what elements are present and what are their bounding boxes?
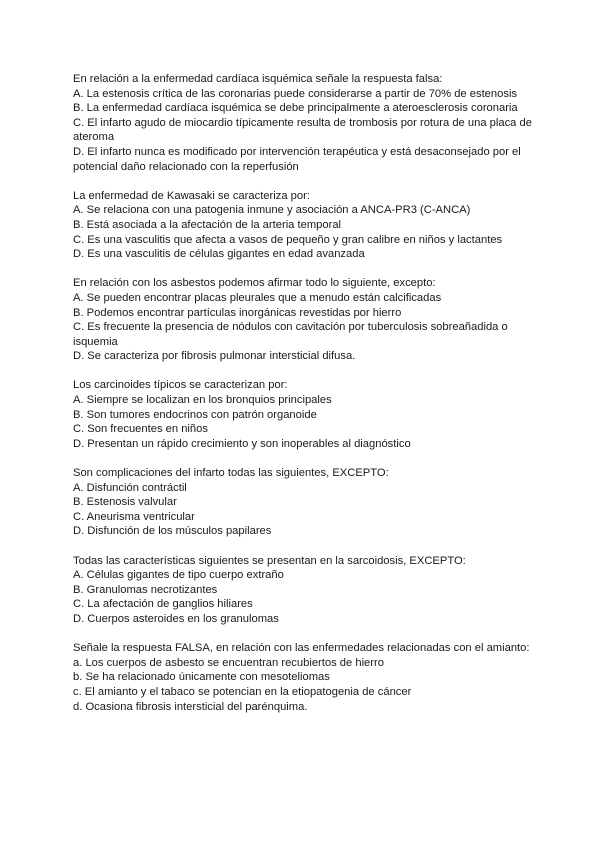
option-d: D. El infarto nunca es modificado por intervención terapéutica y está desaconsejado por el potencial daño relacionado con la reperfusión <box>73 145 521 173</box>
option-b: B. Podemos encontrar partículas inorgánicas revestidas por hierro <box>73 306 402 319</box>
option-b: B. Son tumores endocrinos con patrón organoide <box>73 408 317 421</box>
question-stem: Son complicaciones del infarto todas las siguientes, EXCEPTO: <box>73 467 389 480</box>
question-stem: La enfermedad de Kawasaki se caracteriza por: <box>73 189 310 202</box>
option-a: A. Se relaciona con una patogenia inmune y asociación a ANCA-PR3 (C-ANCA) <box>73 204 471 217</box>
question-2 <box>73 189 533 262</box>
question-5 <box>73 466 533 539</box>
option-b: B. Está asociada a la afectación de la arteria temporal <box>73 218 342 231</box>
option-d: D. Se caracteriza por fibrosis pulmonar intersticial difusa. <box>73 350 356 363</box>
option-a: A. La estenosis crítica de las coronarias puede considerarse a partir de 70% de estenosis <box>73 87 518 100</box>
question-stem: En relación a la enfermedad cardíaca isquémica señale la respuesta falsa: <box>73 73 443 85</box>
question-stem: Los carcinoides típicos se caracterizan por: <box>73 379 288 392</box>
question-3 <box>73 276 533 364</box>
question-4 <box>73 378 533 451</box>
option-b: B. La enfermedad cardíaca isquémica se debe principalmente a ateroesclerosis coronaria <box>73 102 518 115</box>
option-b: b. Se ha relacionado únicamente con mesoteliomas <box>73 671 330 684</box>
option-d: D. Disfunción de los músculos papilares <box>73 525 272 538</box>
option-c: C. El infarto agudo de miocardio típicamente resulta de trombosis por rotura de una placa de ateroma <box>73 116 532 144</box>
option-a: A. Células gigantes de tipo cuerpo extraño <box>73 569 284 582</box>
option-c: C. Es una vasculitis que afecta a vasos de pequeño y gran calibre en niños y lactantes <box>73 233 503 246</box>
question-stem: Todas las características siguientes se presentan en la sarcoidosis, EXCEPTO: <box>73 554 466 567</box>
question-stem: Señale la respuesta FALSA, en relación con las enfermedades relacionadas con el amianto: <box>73 642 530 655</box>
option-c: c. El amianto y el tabaco se potencian en la etiopatogenia de cáncer <box>73 685 412 698</box>
option-b: B. Granulomas necrotizantes <box>73 583 218 596</box>
question-1 <box>73 72 533 174</box>
option-d: D. Es una vasculitis de células gigantes en edad avanzada <box>73 248 365 261</box>
option-c: C. Aneurisma ventricular <box>73 510 195 523</box>
option-c: C. Son frecuentes en niños <box>73 423 208 436</box>
option-d: D. Cuerpos asteroides en los granulomas <box>73 612 279 625</box>
option-c: C. La afectación de ganglios hiliares <box>73 598 253 611</box>
option-a: A. Se pueden encontrar placas pleurales que a menudo están calcificadas <box>73 291 442 304</box>
question-6 <box>73 554 533 627</box>
option-a: A. Disfunción contráctil <box>73 481 187 494</box>
option-d: d. Ocasiona fibrosis intersticial del parénquima. <box>73 700 308 713</box>
question-stem: En relación con los asbestos podemos afirmar todo lo siguiente, excepto: <box>73 277 436 290</box>
question-list <box>73 72 533 729</box>
option-d: D. Presentan un rápido crecimiento y son inoperables al diagnóstico <box>73 437 411 450</box>
option-c: C. Es frecuente la presencia de nódulos con cavitación por tuberculosis sobreañadida o isquemia <box>73 321 508 348</box>
option-a: A. Siempre se localizan en los bronquios principales <box>73 394 332 407</box>
option-b: B. Estenosis valvular <box>73 496 177 509</box>
question-7 <box>73 641 533 714</box>
option-a: a. Los cuerpos de asbesto se encuentran recubiertos de hierro <box>73 656 384 669</box>
